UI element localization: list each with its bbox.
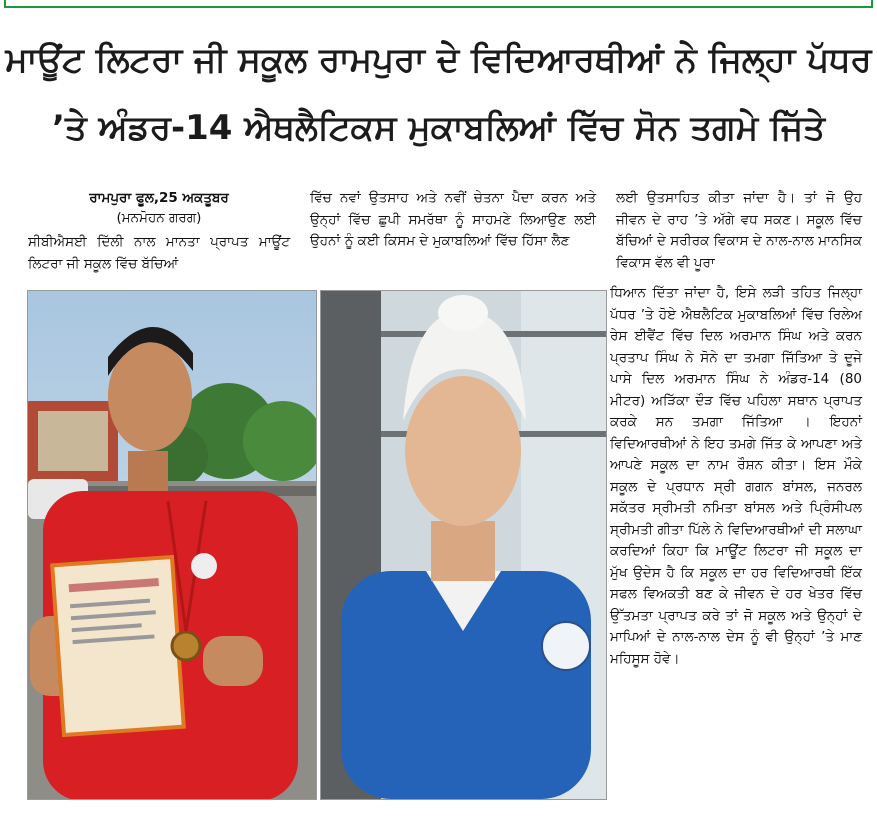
headline-line-2: ’ਤੇ ਅੰਡਰ-14 ਐਥਲੈਟਿਕਸ ਮੁਕਾਬਲਿਆਂ ਵਿੱਚ ਸੋਨ ਤਗਮੇ ਜਿੱਤੇ — [52, 108, 825, 148]
dateline: ਰਾਮਪੁਰਾ ਫੂਲ,25 ਅਕਤੂਬਰ — [89, 190, 229, 206]
column-3-top-paragraph: ਲਈ ਉਤਸਾਹਿਤ ਕੀਤਾ ਜਾਂਦਾ ਹੈ। ਤਾਂ ਜੋ ਉਹ ਜੀਵਨ ਦੇ ਰਾਹ ’ਤੇ ਅੱਗੇ ਵਧ ਸਕਣ। ਸਕੂਲ ਵਿੱਚ ਬੱਚਿਆਂ ਦੇ ਸਰੀਰਕ ਵਿਕਾਸ ਦੇ ਨਾਲ-ਨਾਲ ਮਾਨਸਿਕ ਵਿਕਾਸ ਵੱਲ ਵੀ ਪੂਰਾ — [616, 190, 862, 271]
column-2-paragraph: ਵਿੱਚ ਨਵਾਂ ਉਤਸਾਹ ਅਤੇ ਨਵੀਂ ਚੇਤਨਾ ਪੈਦਾ ਕਰਨ ਅਤੇ ਉਨ੍ਹਾਂ ਵਿੱਚ ਛੁਪੀ ਸਮਰੱਥਾ ਨੂੰ ਸਾਹਮਣੇ ਲਿਆਉਣ ਲਈ ਉਹਨਾਂ ਨੂੰ ਕਈ ਕਿਸਮ ਦੇ ਮੁਕਾਬਲਿਆਂ ਵਿੱਚ ਹਿੱਸਾ ਲੈਣ — [310, 190, 596, 249]
column-3-bottom-text — [610, 283, 862, 670]
headline-line-1: ਮਾਊਂਟ ਲਿਟਰਾ ਜੀ ਸਕੂਲ ਰਾਮਪੁਰਾ ਦੇ ਵਿਦਿਆਰਥੀਆਂ ਨੇ ਜਿਲ੍ਹਾ ਪੱਧਰ — [5, 40, 872, 80]
column-1-text — [28, 232, 290, 275]
author: (ਮਨਮੋਹਨ ਗਰਗ) — [116, 210, 202, 226]
top-border — [4, 0, 873, 8]
column-1-paragraph: ਸੀਬੀਐਸਈ ਦਿੱਲੀ ਨਾਲ ਮਾਨਤਾ ਪ੍ਰਾਪਤ ਮਾਊਂਟ ਲਿਟਰਾ ਜੀ ਸਕੂਲ ਵਿੱਚ ਬੱਚਿਆਂ — [28, 234, 290, 272]
photo-student-blue-shirt — [320, 290, 607, 800]
column-3-bottom-paragraph: ਧਿਆਨ ਦਿੱਤਾ ਜਾਂਦਾ ਹੈ, ਇਸੇ ਲੜੀ ਤਹਿਤ ਜਿਲ੍ਹਾ ਪੱਧਰ ’ਤੇ ਹੋਏ ਐਥਲੈਟਿਕ ਮੁਕਾਬਲਿਆਂ ਵਿੱਚ ਰਿਲੇਅ ਰੇਸ ਈਵੈਂਟ ਵਿੱਚ ਦਿਲ ਅਰਮਾਨ ਸਿੰਘ ਅਤੇ ਕਰਨ ਪ੍ਰਤਾਪ ਸਿੰਘ ਨੇ ਸੋਨੇ ਦਾ ਤਮਗਾ ਜਿੱਤਿਆ ਤੇ ਦੂਜੇ ਪਾਸੇ ਦਿਲ ਅਰਮਾਨ ਸਿੰਘ ਨੇ ਅੰਡਰ-14 (80 ਮੀਟਰ) ਅੜਿੱਕਾ ਦੌੜ ਵਿੱਚ ਪਹਿਲਾ ਸਥਾਨ ਪ੍ਰਾਪਤ ਕਰਕੇ ਸਨ ਤਮਗਾ ਜਿੱਤਿਆ । ਇਹਨਾਂ ਵਿਦਿਆਰਥੀਆਂ ਨੇ ਇਹ ਤਮਗੇ ਜਿੱਤ ਕੇ ਆਪਣਾ ਅਤੇ ਆਪਣੇ ਸਕੂਲ ਦਾ ਨਾਮ ਰੌਸ਼ਨ ਕੀਤਾ। ਇਸ ਮੌਕੇ ਸਕੂਲ ਦੇ ਪ੍ਰਧਾਨ ਸ੍ਰੀ ਗਗਨ ਬਾਂਸਲ, ਜਨਰਲ ਸਕੱਤਰ ਸ੍ਰੀਮਤੀ ਨਮਿਤਾ ਬਾਂਸਲ ਅਤੇ ਪ੍ਰਿੰਸੀਪਲ ਸ੍ਰੀਮਤੀ ਗੀਤਾ ਪਿੱਲੇ ਨੇ ਵਿਦਿਆਰਥੀਆਂ ਦੀ ਸਲਾਘਾ ਕਰਦਿਆਂ ਕਿਹਾ ਕਿ ਮਾਊਂਟ ਲਿਟਰਾ ਜੀ ਸਕੂਲ ਦਾ ਮੁੱਖ ਉਦੇਸ ਹੈ ਕਿ ਸਕੂਲ ਦਾ ਹਰ ਵਿਦਿਆਰਥੀ ਇੱਕ ਸਫਲ ਵਿਅਕਤੀ ਬਣ ਕੇ ਜੀਵਨ ਦੇ ਹਰ ਖੇਤਰ ਵਿੱਚ ਉੱਤਮਤਾ ਪ੍ਰਾਪਤ ਕਰੇ ਤਾਂ ਜੋ ਸਕੂਲ ਅਤੇ ਉਨ੍ਹਾਂ ਦੇ ਮਾਪਿਆਂ ਦੇ ਨਾਲ-ਨਾਲ ਦੇਸ ਨੂੰ ਵੀ ਉਨ੍ਹਾਂ ’ਤੇ ਮਾਣ ਮਹਿਸੂਸ ਹੋਵੇ। — [610, 285, 862, 667]
adjacent-column-edge — [868, 200, 877, 790]
column-3-top-text — [616, 188, 862, 274]
photo-athlete-red-shirt — [27, 290, 317, 800]
column-2-text — [310, 188, 596, 253]
